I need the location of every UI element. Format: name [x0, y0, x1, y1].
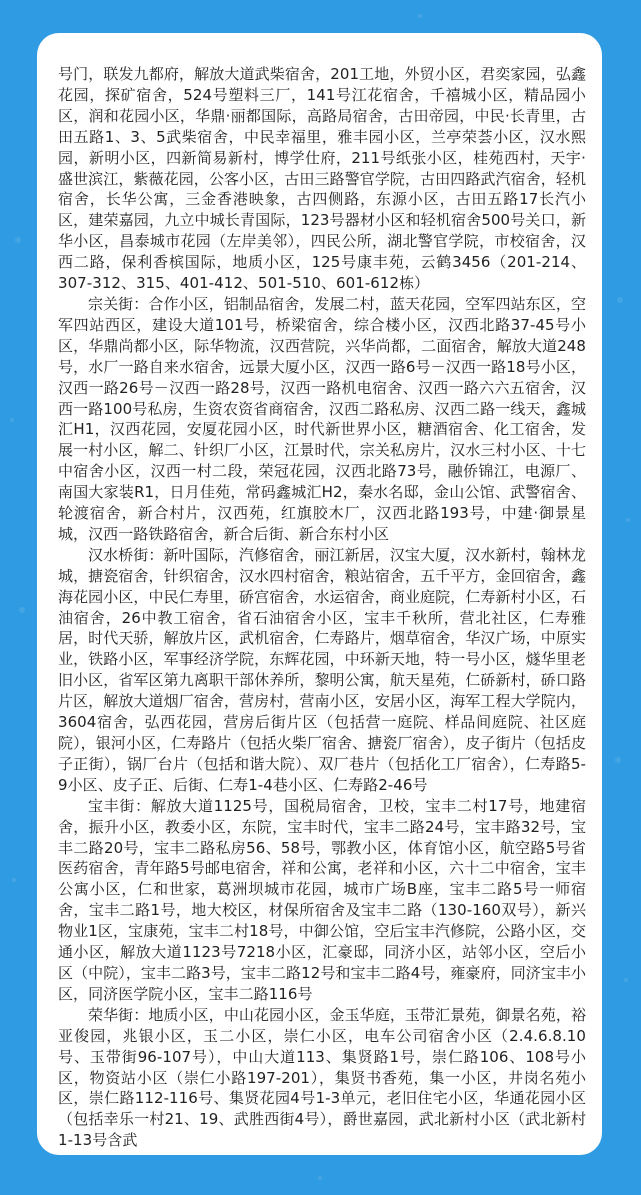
notice-text	[58, 64, 586, 1151]
paragraph-hanshuiqiao-street: 汉水桥街：新叶国际，汽修宿舍，丽江新居，汉宝大厦，汉水新村，翰林龙城，搪瓷宿舍，针织宿舍，汉水四村宿舍，粮站宿舍，五千平方，金回宿舍，鑫海花园小区，中民仁寿里，硚宫宿舍，水运宿舍，商业庭院，仁寿新村小区，石油宿舍，26中教工宿舍，省石油宿舍小区，宝丰千秋所，营北社区，仁寿雅居，时代天骄，解放片区，武机宿舍，仁寿路片，烟草宿舍，华汉广场，中原实业，铁路小区，军事经济学院，东辉花园，中环新天地，特一号小区，燧华里老旧小区，省军区第九离职干部休养所，黎明公寓，航天星苑，仁硚新村，硚口路片区，解放大道烟厂宿舍，营房村，营南小区，安居小区，海军工程大学院内，3604宿舍，弘西花园，营房后街片区（包括营一庭院、样品间庭院、社区庭院），银河小区，仁寿路片（包括火柴厂宿舍、搪瓷厂宿舍），皮子街片（包括皮子正街），锅厂台片（包括和谐大院）、双厂巷片（包括化工厂宿舍），仁寿路5-9小区、皮子正、后街、仁寿1-4巷小区、仁寿路2-46号	[58, 545, 586, 794]
paragraph-baofeng-street: 宝丰街：解放大道1125号，国税局宿舍，卫校，宝丰二村17号，地建宿舍，振升小区，教委小区，东院，宝丰时代，宝丰二路24号，宝丰路32号，宝丰二路20号，宝丰二路私房56、58号，鄂教小区，体育馆小区，航空路5号省医药宿舍，青年路5号邮电宿舍，祥和公寓，老祥和小区，六十二中宿舍，宝丰公寓小区，仁和世家，葛洲坝城市花园，城市广场B座，宝丰二路5号一师宿舍，宝丰二路1号，地大校区，材保所宿舍及宝丰二路（130-160双号），新兴物业1区，宝康苑，宝丰二村18号，中御公馆，空后宝丰汽修院，公路小区，交通小区，解放大道1123号7218小区，汇豪邸，同济小区，站邻小区，空后小区（中院），宝丰二路3号，宝丰二路12号和宝丰二路4号，雍豪府，同济宝丰小区，同济医学院小区，宝丰二路116号	[58, 796, 586, 1003]
paragraph-continued: 号门，联发九都府，解放大道武柴宿舍，201工地，外贸小区，君奕家园，弘鑫花园，探矿宿舍，524号塑料三厂，141号江花宿舍，千禧城小区，精品园小区，润和花园小区，华鼎·丽都国际，高路局宿舍，古田帝园，中民·长青里，古田五路1、3、5武柴宿舍，中民幸福里，雅丰园小区，兰亭荣荟小区，汉水熙园，新明小区，四新简易新村，博学仕府，211号纸张小区，桂苑西村，天宇·盛世滨江，紫薇花园，公客小区，古田三路警官学院，古田四路武汽宿舍，轻机宿舍，长华公寓，三金香港映象，古四侧路，东源小区，古田五路17长汽小区，建荣嘉园，九立中城长青国际，123号器材小区和轻机宿舍500号关口，新华小区，昌泰城市花园（左岸美邻），四民公所，湖北警官学院，市校宿舍，汉西二路，保利香槟国际，地质小区，125号康丰苑，云鹤3456（201-214、307-312、315、401-412、501-510、601-612栋）	[58, 65, 586, 293]
paragraph-ronghua-street: 荣华街：地质小区，中山花园小区，金玉华庭，玉带汇景苑，御景名苑，裕亚俊园，兆银小区，玉二小区，崇仁小区，电车公司宿舍小区（2.4.6.8.10号、玉带街96-107号），中山大道113、集贤路1号，崇仁路106、108号小区，物资站小区（崇仁小路197-201），集贤书香苑，集一小区，井岗名苑小区，崇仁路112-116号、集贤花园4号1-3单元，老旧住宅小区，华通花园小区（包括幸乐一村21、19、武胜西街4号），爵世嘉园，武北新村小区（武北新村1-13号含武	[58, 1005, 586, 1150]
content-card	[37, 33, 602, 1155]
paragraph-zongguan-street: 宗关街：合作小区，铝制品宿舍，发展二村，蓝天花园，空军四站东区，空军四站西区，建设大道101号，桥梁宿舍，综合楼小区，汉西北路37-45号小区，华鼎尚都小区，际华物流，汉西营院，兴华尚都，二面宿舍，解放大道248号，水厂一路自来水宿舍，远景大厦小区，汉西一路6号－汉西一路18号小区，汉西一路26号－汉西一路28号，汉西一路机电宿舍、汉西一路六六五宿舍，汉西一路100号私房，生资农资省商宿舍，汉西二路私房、汉西二路一线天，鑫城汇H1，汉西花园，安厦花园小区，时代新世界小区，糖酒宿舍、化工宿舍，发展一村小区，解二、针织厂小区，江景时代，宗关私房片，汉水三村小区、十七中宿舍小区，汉西一村二段，荣冠花园，汉西北路73号，融侨锦江，电源厂、南国大家装R1，日月佳苑，常码鑫城汇H2，秦水名邸，金山公馆、武警宿舍、轮渡宿舍，新合村片，汉西苑，红旗胶木厂，汉西北路193号，中建·御景星城，汉西一路铁路宿舍，新合后街、新合东村小区	[58, 294, 586, 543]
